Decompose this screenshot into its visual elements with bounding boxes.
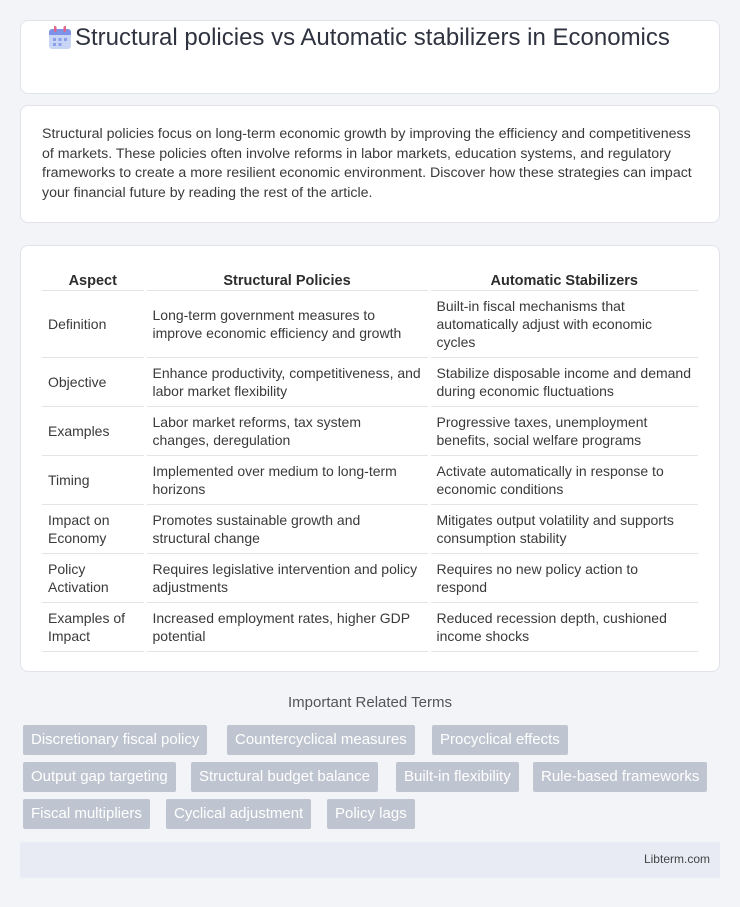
cell-aspect: Examples of Impact bbox=[42, 602, 145, 651]
cell-structural: Increased employment rates, higher GDP potential bbox=[145, 602, 429, 651]
related-tag[interactable]: Cyclical adjustment bbox=[166, 799, 311, 829]
cell-aspect: Impact on Economy bbox=[42, 504, 145, 553]
cell-aspect: Policy Activation bbox=[42, 553, 145, 602]
header-structural: Structural Policies bbox=[145, 266, 429, 290]
related-tag[interactable]: Rule-based frameworks bbox=[533, 762, 707, 792]
cell-structural: Labor market reforms, tax system changes, deregulation bbox=[145, 406, 429, 455]
cell-automatic: Progressive taxes, unemployment benefits, social welfare programs bbox=[429, 406, 698, 455]
cell-structural: Enhance productivity, competitiveness, and labor market flexibility bbox=[145, 357, 429, 406]
related-tag[interactable]: Policy lags bbox=[327, 799, 415, 829]
cell-aspect: Examples bbox=[42, 406, 145, 455]
related-tag[interactable]: Procyclical effects bbox=[432, 725, 568, 755]
header-automatic: Automatic Stabilizers bbox=[429, 266, 698, 290]
footer-site-link[interactable]: Libterm.com bbox=[643, 852, 710, 866]
cell-structural: Long-term government measures to improve economic efficiency and growth bbox=[145, 290, 429, 357]
intro-card bbox=[20, 105, 720, 223]
cell-automatic: Activate automatically in response to economic conditions bbox=[429, 455, 698, 504]
footer bbox=[20, 842, 720, 878]
related-tag[interactable]: Structural budget balance bbox=[191, 762, 378, 792]
table-row bbox=[42, 406, 698, 455]
table-row bbox=[42, 455, 698, 504]
cell-automatic: Mitigates output volatility and supports consumption stability bbox=[429, 504, 698, 553]
cell-aspect: Timing bbox=[42, 455, 145, 504]
calendar-icon bbox=[47, 25, 73, 51]
table-row bbox=[42, 290, 698, 357]
cell-aspect: Definition bbox=[42, 290, 145, 357]
cell-structural: Requires legislative intervention and policy adjustments bbox=[145, 553, 429, 602]
intro-paragraph: Structural policies focus on long-term economic growth by improving the efficiency and competitiveness of markets. These policies often involve reforms in labor markets, education systems, and regulatory frameworks to create a more resilient economic environment. Discover how these strategies can impact your financial future by reading the rest of the article. bbox=[42, 126, 692, 201]
cell-aspect: Objective bbox=[42, 357, 145, 406]
related-tag[interactable]: Built-in flexibility bbox=[396, 762, 519, 792]
header-aspect: Aspect bbox=[42, 266, 145, 290]
related-terms-title: Important Related Terms bbox=[288, 694, 452, 711]
comparison-card bbox=[20, 245, 720, 672]
related-tag[interactable]: Discretionary fiscal policy bbox=[23, 725, 207, 755]
table-header-row bbox=[42, 266, 698, 290]
related-tag[interactable]: Output gap targeting bbox=[23, 762, 176, 792]
page-title: Structural policies vs Automatic stabilizers in Economics bbox=[75, 24, 670, 51]
table-row bbox=[42, 553, 698, 602]
cell-automatic: Reduced recession depth, cushioned income shocks bbox=[429, 602, 698, 651]
table-row bbox=[42, 504, 698, 553]
cell-structural: Implemented over medium to long-term horizons bbox=[145, 455, 429, 504]
table-row bbox=[42, 602, 698, 651]
related-tag[interactable]: Countercyclical measures bbox=[227, 725, 415, 755]
cell-structural: Promotes sustainable growth and structural change bbox=[145, 504, 429, 553]
cell-automatic: Stabilize disposable income and demand during economic fluctuations bbox=[429, 357, 698, 406]
cell-automatic: Requires no new policy action to respond bbox=[429, 553, 698, 602]
table-row bbox=[42, 357, 698, 406]
related-tag[interactable]: Fiscal multipliers bbox=[23, 799, 150, 829]
cell-automatic: Built-in fiscal mechanisms that automatically adjust with economic cycles bbox=[429, 290, 698, 357]
comparison-table bbox=[42, 266, 698, 652]
